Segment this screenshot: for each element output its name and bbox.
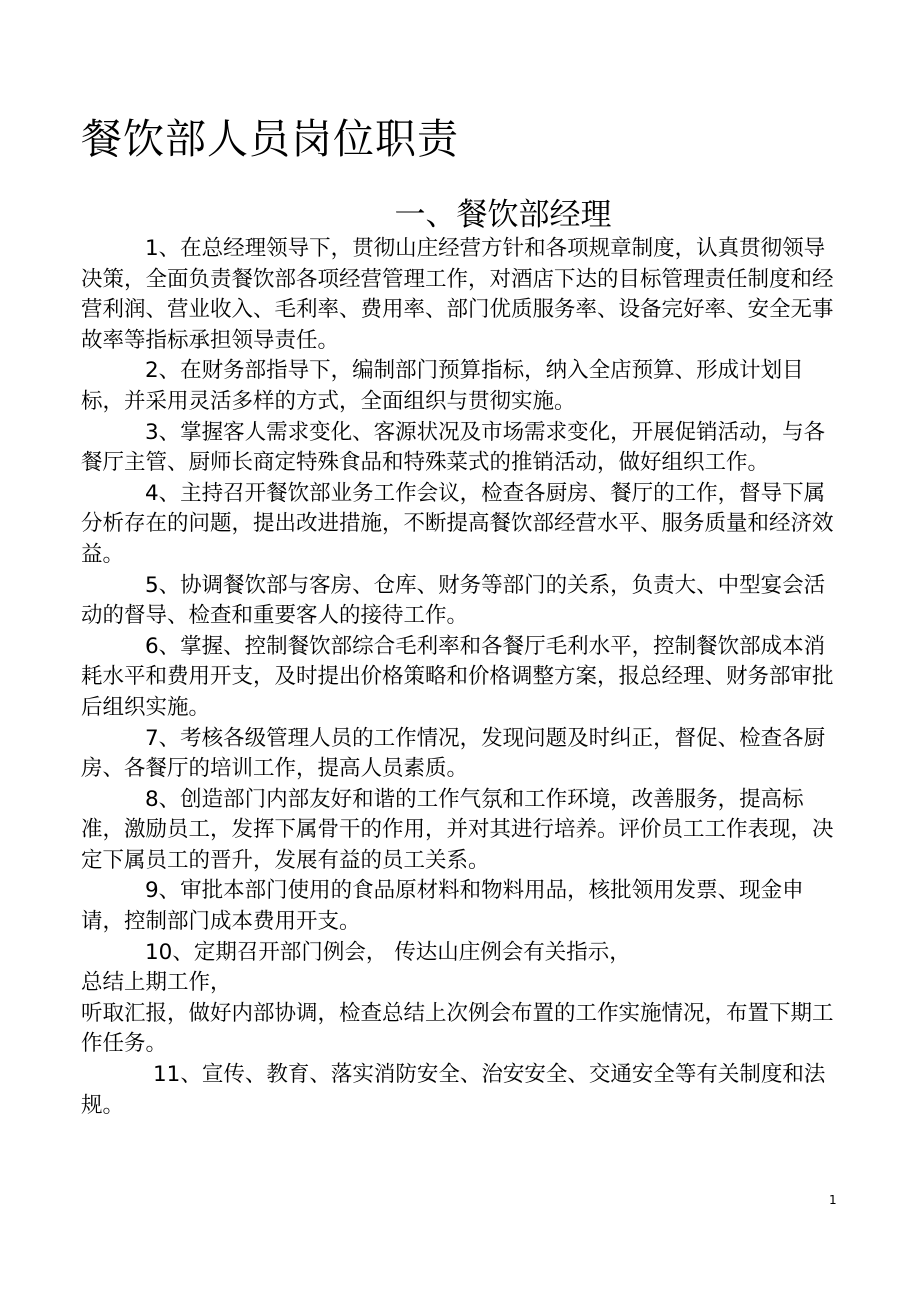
- paragraph-5: 5、协调餐饮部与客房、仓库、财务等部门的关系，负责大、中型宴会活动的督导、检查和重要客人的接待工作。: [81, 572, 826, 629]
- paragraph-1: 1、在总经理领导下，贯彻山庄经营方针和各项规章制度，认真贯彻领导决策，全面负责餐饮部各项经营管理工作，对酒店下达的目标管理责任制度和经营利润、营业收入、毛利率、费用率、部门优质服务率、设备完好率、安全无事故率等指标承担领导责任。: [81, 236, 834, 353]
- paragraph-3: 3、掌握客人需求变化、客源状况及市场需求变化，开展促销活动，与各餐厅主管、厨师长商定特殊食品和特殊菜式的推销活动，做好组织工作。: [81, 419, 826, 476]
- paragraph-2: 2、在财务部指导下，编制部门预算指标，纳入全店预算、形成计划目标，并采用灵活多样的方式，全面组织与贯彻实施。: [81, 358, 804, 414]
- paragraph-6: 6、掌握、控制餐饮部综合毛利率和各餐厅毛利水平，控制餐饮部成本消耗水平和费用开支，及时提出价格策略和价格调整方案，报总经理、财务部审批后组织实施。: [81, 633, 834, 720]
- document-title: 餐饮部人员岗位职责: [81, 115, 459, 163]
- paragraph-11: 11、宣传、教育、落实消防安全、治安安全、交通安全等有关制度和法规。: [81, 1062, 826, 1118]
- paragraph-10-line-3: 听取汇报，做好内部协调，检查总结上次例会布置的工作实施情况，布置下期工作任务。: [81, 1000, 834, 1057]
- paragraph-4: 4、主持召开餐饮部业务工作会议，检查各厨房、餐厅的工作，督导下属分析存在的问题，提出改进措施，不断提高餐饮部经营水平、服务质量和经济效益。: [81, 480, 834, 567]
- section-heading: 一、餐饮部经理: [394, 197, 612, 233]
- document-body: [81, 234, 841, 1121]
- paragraph-10-line-2: 总结上期工作，: [81, 970, 232, 996]
- paragraph-8: 8、创造部门内部友好和谐的工作气氛和工作环境，改善服务，提高标准，激励员工，发挥下属骨干的作用，并对其进行培养。评价员工工作表现，决定下属员工的晋升，发展有益的员工关系。: [81, 786, 834, 873]
- paragraph-9: 9、审批本部门使用的食品原材料和物料用品，核批领用发票、现金申请，控制部门成本费用开支。: [81, 878, 804, 935]
- page-number: 1: [829, 1193, 837, 1207]
- paragraph-10: 10、定期召开部门例会， 传达山庄例会有关指示，: [145, 939, 631, 965]
- paragraph-7: 7、考核各级管理人员的工作情况，发现问题及时纠正，督促、检查各厨房、各餐厅的培训工作，提高人员素质。: [81, 725, 826, 782]
